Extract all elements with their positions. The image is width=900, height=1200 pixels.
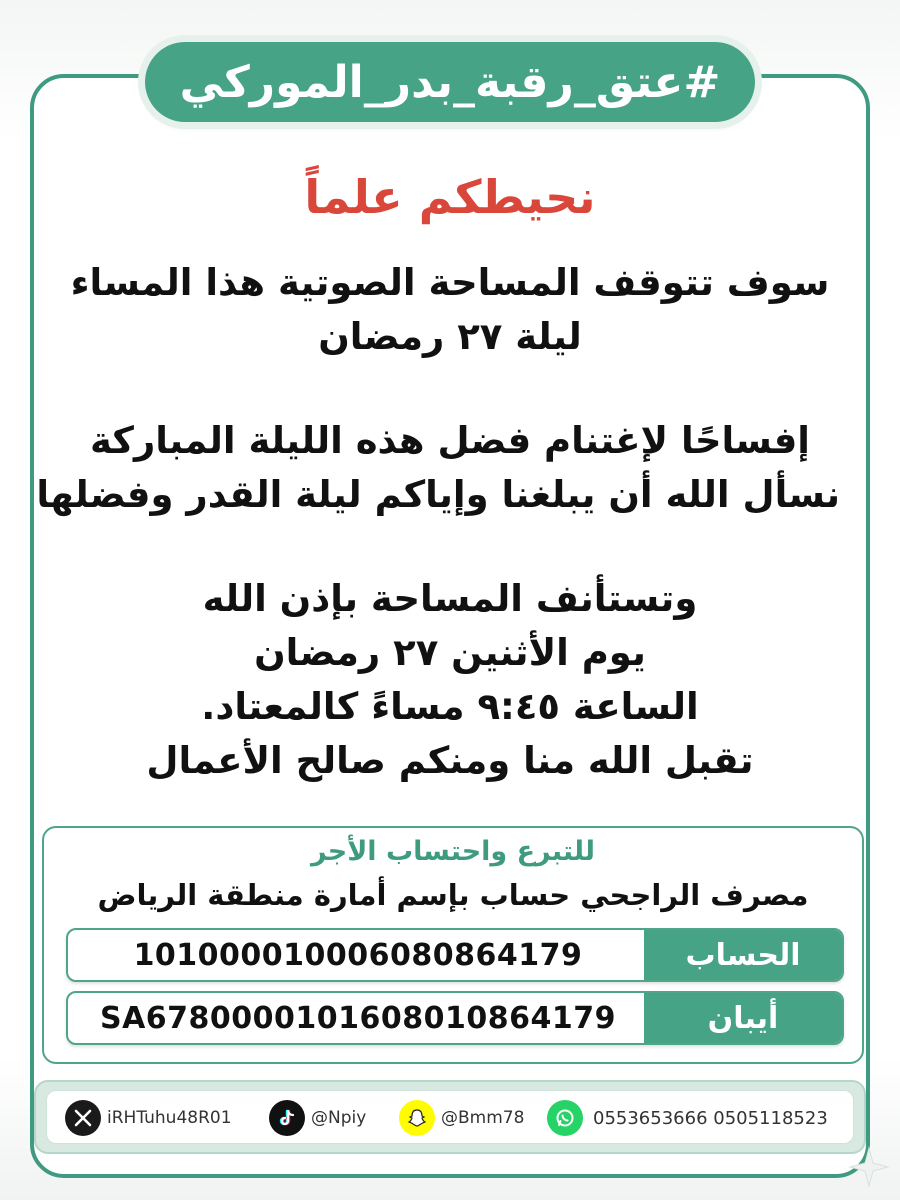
notice-line-1: سوف تتوقف المساحة الصوتية هذا المساء — [70, 261, 830, 304]
snapchat-icon — [399, 1100, 435, 1136]
hashtag-banner — [145, 42, 755, 122]
x-handle: iRHTuhu48R01 — [107, 1108, 232, 1128]
snapchat-contact[interactable] — [399, 1091, 524, 1145]
x-icon — [65, 1100, 101, 1136]
sparkle-watermark-icon — [846, 1144, 892, 1190]
notice-line-7: وتستأنف المساحة بإذن الله — [202, 577, 698, 620]
notice-spacer — [60, 364, 840, 414]
account-number[interactable]: 101000010006080864179 — [133, 937, 583, 973]
bank-name: مصرف الراجحي حساب بإسم أمارة منطقة الرياض — [97, 878, 809, 912]
tiktok-handle: @Npiy — [311, 1108, 367, 1128]
notice-line-2: ليلة ٢٧ رمضان — [318, 315, 582, 358]
iban-row — [66, 991, 844, 1045]
iban-label: أيبان — [644, 993, 842, 1043]
snapchat-handle: @Bmm78 — [441, 1108, 525, 1128]
notice-line-9: الساعة ٩:٤٥ مساءً كالمعتاد. — [201, 685, 699, 728]
tiktok-icon — [269, 1100, 305, 1136]
notice-line-5: نسأل الله أن يبلغنا وإياكم ليلة القدر وفضلها — [36, 473, 840, 516]
donation-box — [42, 826, 864, 1064]
social-bar — [34, 1080, 866, 1154]
tiktok-contact[interactable] — [269, 1091, 366, 1145]
account-row — [66, 928, 844, 982]
notice-title: نحيطكم علماً — [304, 170, 596, 224]
whatsapp-icon — [547, 1100, 583, 1136]
donation-title: للتبرع واحتساب الأجر — [310, 836, 596, 867]
notice-line-8: يوم الأثنين ٢٧ رمضان — [254, 631, 646, 674]
notice-line-4: إفساحًا لإغتنام فضل هذه الليلة المباركة — [89, 419, 810, 462]
social-bar-inner — [46, 1090, 854, 1144]
notice-line-10: تقبل الله منا ومنكم صالح الأعمال — [146, 739, 754, 782]
account-label: الحساب — [644, 930, 842, 980]
iban-number[interactable]: SA6780000101608010864179 — [99, 1000, 617, 1036]
hashtag-text: #عتق_رقبة_بدر_الموركي — [179, 56, 721, 108]
x-contact[interactable] — [65, 1091, 232, 1145]
whatsapp-contact[interactable] — [547, 1091, 828, 1145]
notice-body — [36, 256, 840, 788]
notice-spacer — [60, 522, 840, 572]
whatsapp-numbers: 0553653666 0505118523 — [593, 1107, 828, 1129]
